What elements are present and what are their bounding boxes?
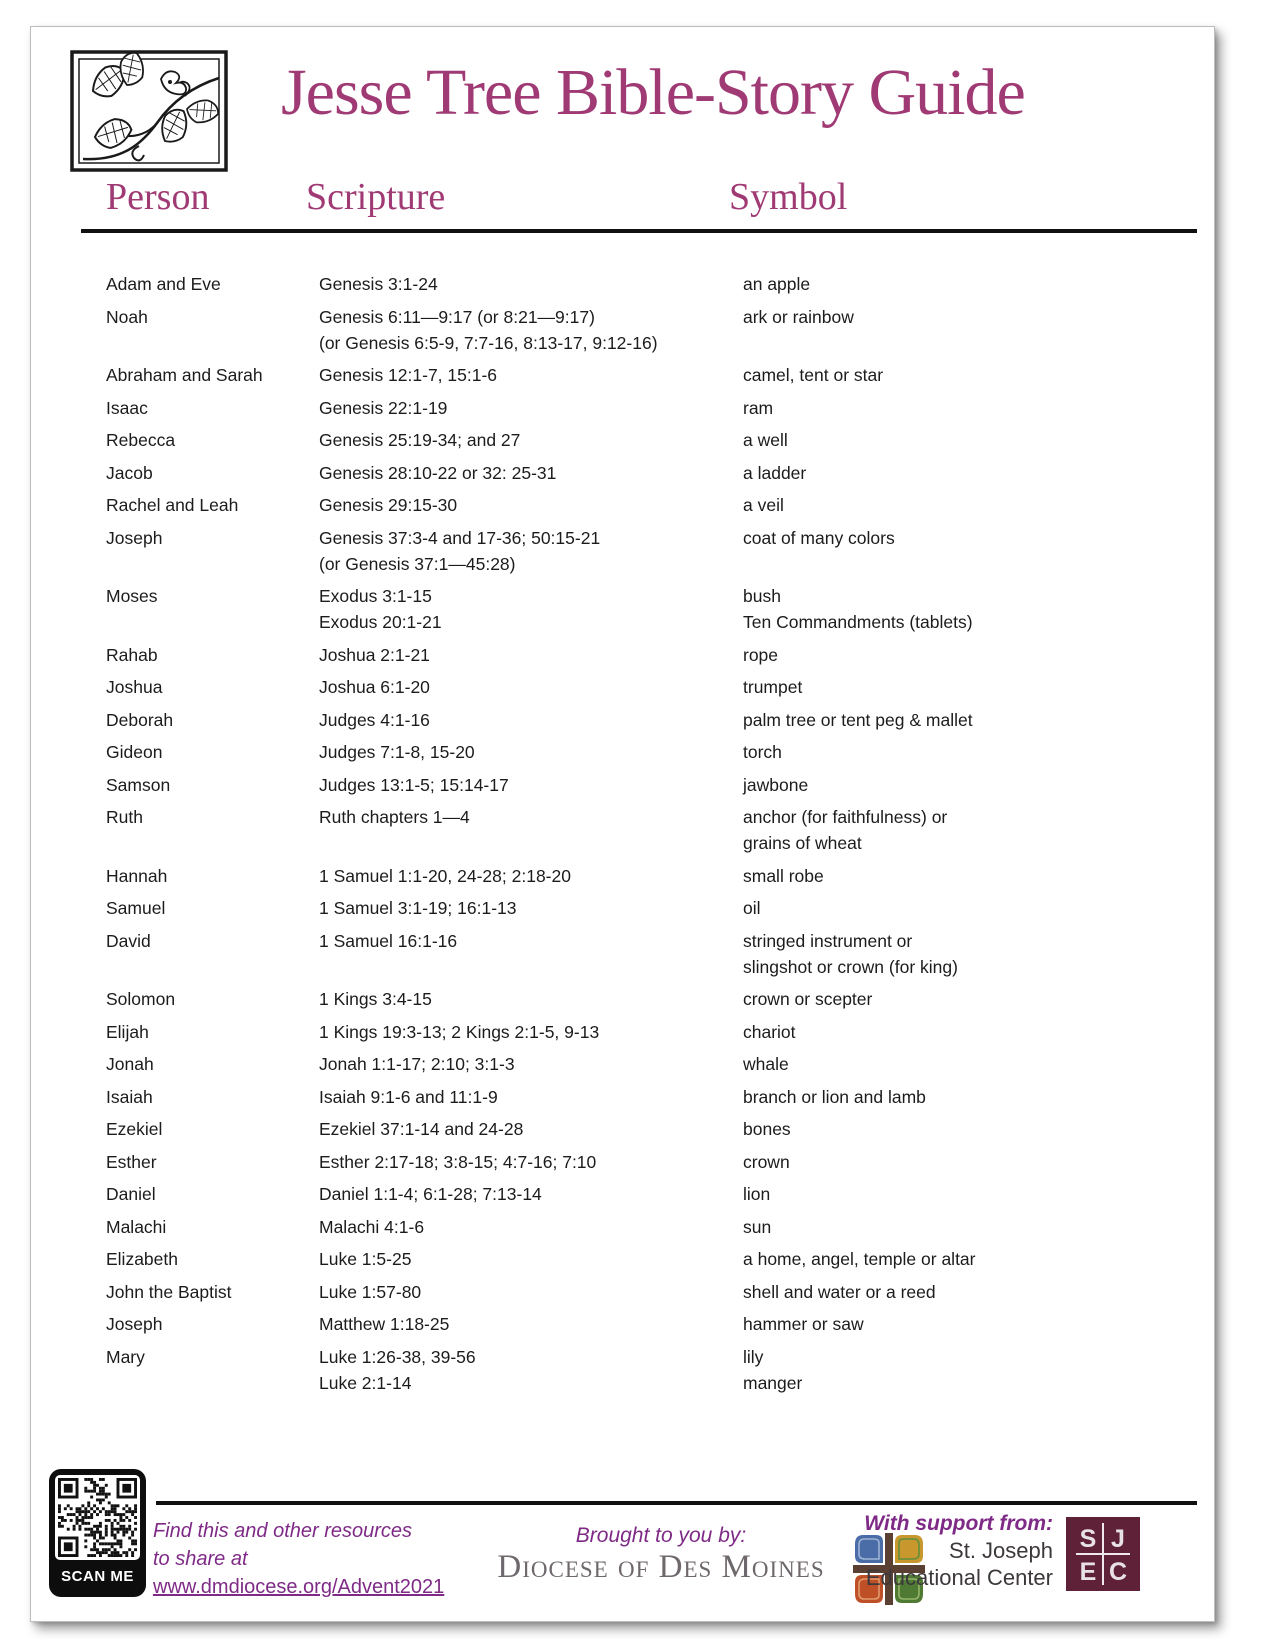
person-cell bbox=[106, 804, 319, 856]
supporter-name-line1: St. Joseph bbox=[949, 1538, 1053, 1563]
vine-woodcut-icon bbox=[69, 49, 229, 173]
symbol-line: rope bbox=[743, 644, 779, 665]
table-row bbox=[106, 1311, 1196, 1337]
scripture-line: Malachi 4:1-6 bbox=[319, 1216, 425, 1237]
scripture-cell bbox=[319, 642, 743, 668]
table-row bbox=[106, 674, 1196, 700]
symbol-cell bbox=[743, 1051, 1196, 1077]
table-row bbox=[106, 1214, 1196, 1240]
table-row bbox=[106, 804, 1196, 856]
footer-find-text-line1: Find this and other resources bbox=[153, 1520, 413, 1542]
symbol-cell bbox=[743, 1279, 1196, 1305]
person-cell bbox=[106, 1181, 319, 1207]
scripture-cell bbox=[319, 1246, 743, 1272]
symbol-line: a ladder bbox=[743, 462, 807, 483]
table-row bbox=[106, 1181, 1196, 1207]
symbol-line: crown or scepter bbox=[743, 989, 873, 1009]
symbol-cell bbox=[743, 1019, 1196, 1045]
table-row bbox=[106, 583, 1196, 635]
scripture-line: Exodus 20:1-21 bbox=[319, 612, 442, 632]
symbol-cell bbox=[743, 1311, 1196, 1337]
person-line: Hannah bbox=[106, 865, 168, 886]
advent-resources-link[interactable]: www.dmdiocese.org/Advent2021 bbox=[153, 1576, 445, 1598]
symbol-line: chariot bbox=[743, 1021, 796, 1042]
symbol-line: whale bbox=[743, 1054, 789, 1074]
person-line: Elijah bbox=[106, 1021, 149, 1042]
qr-code-icon bbox=[58, 1478, 137, 1557]
person-cell bbox=[106, 427, 319, 453]
table-row bbox=[106, 895, 1196, 921]
table-row bbox=[106, 271, 1196, 297]
scripture-line: Judges 4:1-16 bbox=[319, 709, 430, 730]
symbol-line: manger bbox=[743, 1372, 803, 1393]
scripture-cell bbox=[319, 1181, 743, 1207]
symbol-line: branch or lion and lamb bbox=[743, 1086, 926, 1107]
person-line: Isaiah bbox=[106, 1086, 153, 1107]
person-cell bbox=[106, 271, 319, 297]
scripture-line: Luke 1:57-80 bbox=[319, 1281, 422, 1302]
scripture-cell bbox=[319, 986, 743, 1012]
symbol-cell bbox=[743, 1246, 1196, 1272]
person-cell bbox=[106, 1279, 319, 1305]
person-line: Rachel and Leah bbox=[106, 495, 239, 515]
person-cell bbox=[106, 395, 319, 421]
person-line: Rebecca bbox=[106, 430, 176, 450]
brought-by-block bbox=[471, 1523, 851, 1585]
person-line: Daniel bbox=[106, 1184, 156, 1204]
symbol-cell bbox=[743, 986, 1196, 1012]
scripture-line: Luke 2:1-14 bbox=[319, 1372, 412, 1393]
scripture-line: Luke 1:5-25 bbox=[319, 1249, 412, 1269]
table-row bbox=[106, 362, 1196, 388]
symbol-line: torch bbox=[743, 742, 782, 762]
symbol-line: anchor (for faithfulness) or bbox=[743, 807, 948, 827]
symbol-line: a well bbox=[743, 430, 788, 450]
person-line: Elizabeth bbox=[106, 1249, 178, 1269]
symbol-cell bbox=[743, 707, 1196, 733]
table-row bbox=[106, 739, 1196, 765]
scripture-cell bbox=[319, 863, 743, 889]
symbol-line: palm tree or tent peg & mallet bbox=[743, 709, 973, 730]
table-row bbox=[106, 1116, 1196, 1142]
symbol-cell bbox=[743, 395, 1196, 421]
person-line: Rahab bbox=[106, 644, 158, 665]
symbol-line: small robe bbox=[743, 865, 824, 886]
with-support-from-label: With support from: bbox=[864, 1512, 1053, 1535]
scripture-line: Isaiah 9:1-6 and 11:1-9 bbox=[319, 1086, 498, 1107]
scripture-cell bbox=[319, 804, 743, 856]
support-block bbox=[864, 1511, 1053, 1591]
person-line: Adam and Eve bbox=[106, 274, 221, 294]
scripture-cell bbox=[319, 427, 743, 453]
scripture-line: Esther 2:17-18; 3:8-15; 4:7-16; 7:10 bbox=[319, 1151, 597, 1172]
person-cell bbox=[106, 583, 319, 635]
scripture-cell bbox=[319, 304, 743, 356]
scripture-cell bbox=[319, 1051, 743, 1077]
symbol-line: stringed instrument or bbox=[743, 930, 913, 951]
column-header-symbol: Symbol bbox=[729, 176, 848, 218]
symbol-cell bbox=[743, 1344, 1196, 1396]
symbol-line: ark or rainbow bbox=[743, 306, 854, 327]
scripture-line: Genesis 29:15-30 bbox=[319, 495, 458, 515]
qr-code bbox=[55, 1475, 140, 1560]
page-title: Jesse Tree Bible-Story Guide bbox=[281, 56, 1025, 129]
scripture-line: Matthew 1:18-25 bbox=[319, 1314, 450, 1334]
person-cell bbox=[106, 928, 319, 980]
symbol-cell bbox=[743, 804, 1196, 856]
scripture-line: Luke 1:26-38, 39-56 bbox=[319, 1346, 476, 1367]
story-table bbox=[106, 271, 1196, 1402]
table-row bbox=[106, 492, 1196, 518]
column-headers bbox=[31, 175, 1214, 225]
scripture-line: Jonah 1:1-17; 2:10; 3:1-3 bbox=[319, 1054, 515, 1074]
scripture-line: Joshua 2:1-21 bbox=[319, 644, 430, 665]
table-row bbox=[106, 1051, 1196, 1077]
qr-scan-block bbox=[49, 1469, 146, 1597]
person-line: Jonah bbox=[106, 1054, 154, 1074]
person-cell bbox=[106, 1311, 319, 1337]
table-row bbox=[106, 1246, 1196, 1272]
symbol-cell bbox=[743, 583, 1196, 635]
scripture-cell bbox=[319, 1279, 743, 1305]
symbol-line: coat of many colors bbox=[743, 527, 895, 548]
table-row bbox=[106, 1019, 1196, 1045]
person-line: Joseph bbox=[106, 527, 163, 548]
symbol-line: shell and water or a reed bbox=[743, 1281, 936, 1302]
symbol-line: camel, tent or star bbox=[743, 365, 884, 385]
sjec-letter-e: E bbox=[1079, 1558, 1097, 1586]
symbol-line: bush bbox=[743, 586, 781, 606]
scripture-line: Genesis 22:1-19 bbox=[319, 397, 448, 418]
scripture-cell bbox=[319, 525, 743, 577]
person-line: Gideon bbox=[106, 742, 163, 762]
footer-divider bbox=[156, 1501, 1197, 1505]
symbol-line: sun bbox=[743, 1216, 772, 1237]
person-line: John the Baptist bbox=[106, 1281, 232, 1302]
table-row bbox=[106, 304, 1196, 356]
scripture-line: Genesis 37:3-4 and 17-36; 50:15-21 bbox=[319, 527, 601, 548]
symbol-cell bbox=[743, 772, 1196, 798]
table-row bbox=[106, 395, 1196, 421]
person-cell bbox=[106, 1019, 319, 1045]
person-line: Isaac bbox=[106, 397, 148, 418]
person-line: Joshua bbox=[106, 677, 163, 697]
person-cell bbox=[106, 1344, 319, 1396]
scripture-line: Judges 7:1-8, 15-20 bbox=[319, 742, 475, 762]
symbol-cell bbox=[743, 1181, 1196, 1207]
symbol-cell bbox=[743, 304, 1196, 356]
scripture-line: Ezekiel 37:1-14 and 24-28 bbox=[319, 1119, 524, 1139]
scripture-cell bbox=[319, 362, 743, 388]
scripture-cell bbox=[319, 460, 743, 486]
symbol-line: ram bbox=[743, 397, 774, 418]
footer-find-text-line2: to share at bbox=[153, 1548, 248, 1570]
person-cell bbox=[106, 642, 319, 668]
symbol-cell bbox=[743, 739, 1196, 765]
table-row bbox=[106, 1149, 1196, 1175]
sjec-monogram-icon bbox=[1066, 1517, 1140, 1591]
symbol-cell bbox=[743, 460, 1196, 486]
symbol-cell bbox=[743, 427, 1196, 453]
sjec-logo bbox=[1066, 1517, 1140, 1591]
scripture-cell bbox=[319, 1149, 743, 1175]
symbol-cell bbox=[743, 525, 1196, 577]
person-cell bbox=[106, 1116, 319, 1142]
scripture-cell bbox=[319, 1311, 743, 1337]
scripture-cell bbox=[319, 772, 743, 798]
scripture-line: Exodus 3:1-15 bbox=[319, 586, 432, 606]
person-cell bbox=[106, 1246, 319, 1272]
symbol-line: lion bbox=[743, 1184, 771, 1204]
symbol-cell bbox=[743, 1116, 1196, 1142]
sjec-letter-j: J bbox=[1111, 1525, 1125, 1553]
scripture-cell bbox=[319, 674, 743, 700]
sjec-letter-c: C bbox=[1108, 1558, 1128, 1586]
diocese-wordmark: Diocese of Des Moines bbox=[497, 1549, 825, 1585]
symbol-cell bbox=[743, 895, 1196, 921]
scripture-cell bbox=[319, 739, 743, 765]
column-header-scripture: Scripture bbox=[306, 176, 446, 218]
scripture-cell bbox=[319, 1019, 743, 1045]
person-cell bbox=[106, 1149, 319, 1175]
person-line: Moses bbox=[106, 586, 158, 606]
person-line: Solomon bbox=[106, 989, 176, 1009]
person-cell bbox=[106, 1214, 319, 1240]
table-row bbox=[106, 1084, 1196, 1110]
scripture-line: Joshua 6:1-20 bbox=[319, 677, 430, 697]
scripture-line: 1 Kings 3:4-15 bbox=[319, 989, 432, 1009]
person-cell bbox=[106, 304, 319, 356]
person-line: Ruth bbox=[106, 807, 143, 827]
scripture-line: (or Genesis 6:5-9, 7:7-16, 8:13-17, 9:12-16) bbox=[319, 332, 658, 353]
symbol-line: bones bbox=[743, 1119, 791, 1139]
scripture-line: 1 Samuel 16:1-16 bbox=[319, 930, 458, 951]
column-header-person: Person bbox=[106, 176, 210, 218]
jesse-tree-ornament bbox=[69, 49, 229, 173]
symbol-cell bbox=[743, 642, 1196, 668]
symbol-cell bbox=[743, 271, 1196, 297]
table-row bbox=[106, 1344, 1196, 1396]
qr-scan-label: SCAN ME bbox=[61, 1568, 134, 1585]
table-row bbox=[106, 863, 1196, 889]
symbol-line: an apple bbox=[743, 274, 811, 294]
person-line: Samuel bbox=[106, 898, 166, 918]
person-cell bbox=[106, 863, 319, 889]
scripture-cell bbox=[319, 1214, 743, 1240]
symbol-line: slingshot or crown (for king) bbox=[743, 956, 958, 977]
person-cell bbox=[106, 1084, 319, 1110]
scripture-line: Genesis 12:1-7, 15:1-6 bbox=[319, 365, 498, 385]
symbol-cell bbox=[743, 362, 1196, 388]
scripture-line: 1 Samuel 1:1-20, 24-28; 2:18-20 bbox=[319, 865, 571, 886]
table-row bbox=[106, 525, 1196, 577]
symbol-line: jawbone bbox=[743, 774, 809, 795]
person-cell bbox=[106, 492, 319, 518]
table-row bbox=[106, 642, 1196, 668]
person-line: Joseph bbox=[106, 1314, 163, 1334]
scripture-line: Genesis 6:11—9:17 (or 8:21—9:17) bbox=[319, 306, 595, 327]
symbol-cell bbox=[743, 928, 1196, 980]
person-cell bbox=[106, 772, 319, 798]
person-cell bbox=[106, 707, 319, 733]
symbol-cell bbox=[743, 674, 1196, 700]
person-line: Esther bbox=[106, 1151, 157, 1172]
scripture-line: (or Genesis 37:1—45:28) bbox=[319, 553, 516, 574]
person-cell bbox=[106, 1051, 319, 1077]
symbol-line: hammer or saw bbox=[743, 1314, 864, 1334]
symbol-line: lily bbox=[743, 1346, 764, 1367]
scripture-cell bbox=[319, 583, 743, 635]
scripture-line: Judges 13:1-5; 15:14-17 bbox=[319, 774, 509, 795]
person-cell bbox=[106, 460, 319, 486]
person-line: Mary bbox=[106, 1346, 145, 1367]
person-line: David bbox=[106, 930, 151, 951]
table-row bbox=[106, 772, 1196, 798]
symbol-cell bbox=[743, 492, 1196, 518]
header-rule bbox=[81, 229, 1197, 233]
sjec-letter-s: S bbox=[1079, 1525, 1097, 1553]
scripture-line: 1 Kings 19:3-13; 2 Kings 2:1-5, 9-13 bbox=[319, 1021, 600, 1042]
footer-resources-block bbox=[153, 1517, 444, 1601]
scripture-cell bbox=[319, 492, 743, 518]
symbol-line: trumpet bbox=[743, 677, 803, 697]
symbol-cell bbox=[743, 1084, 1196, 1110]
symbol-cell bbox=[743, 1149, 1196, 1175]
scripture-line: 1 Samuel 3:1-19; 16:1-13 bbox=[319, 898, 517, 918]
person-cell bbox=[106, 986, 319, 1012]
person-cell bbox=[106, 362, 319, 388]
scripture-cell bbox=[319, 1344, 743, 1396]
scripture-line: Genesis 28:10-22 or 32: 25-31 bbox=[319, 462, 557, 483]
symbol-line: a home, angel, temple or altar bbox=[743, 1249, 976, 1269]
scripture-line: Daniel 1:1-4; 6:1-28; 7:13-14 bbox=[319, 1184, 542, 1204]
table-row bbox=[106, 460, 1196, 486]
person-line: Noah bbox=[106, 306, 148, 327]
table-row bbox=[106, 707, 1196, 733]
scripture-cell bbox=[319, 1116, 743, 1142]
supporter-name-line2: Educational Center bbox=[865, 1565, 1053, 1590]
person-line: Ezekiel bbox=[106, 1119, 163, 1139]
scripture-line: Genesis 25:19-34; and 27 bbox=[319, 430, 521, 450]
person-cell bbox=[106, 739, 319, 765]
page-sheet bbox=[30, 26, 1215, 1622]
person-line: Deborah bbox=[106, 709, 174, 730]
person-cell bbox=[106, 895, 319, 921]
table-row bbox=[106, 427, 1196, 453]
symbol-line: crown bbox=[743, 1151, 790, 1172]
scripture-cell bbox=[319, 271, 743, 297]
person-cell bbox=[106, 674, 319, 700]
symbol-line: grains of wheat bbox=[743, 833, 862, 853]
table-row bbox=[106, 986, 1196, 1012]
scripture-cell bbox=[319, 1084, 743, 1110]
scripture-cell bbox=[319, 928, 743, 980]
person-line: Samson bbox=[106, 774, 171, 795]
table-row bbox=[106, 1279, 1196, 1305]
scripture-line: Ruth chapters 1—4 bbox=[319, 807, 470, 827]
symbol-cell bbox=[743, 863, 1196, 889]
person-line: Malachi bbox=[106, 1216, 167, 1237]
symbol-line: Ten Commandments (tablets) bbox=[743, 612, 973, 632]
scripture-cell bbox=[319, 895, 743, 921]
person-line: Jacob bbox=[106, 462, 153, 483]
symbol-line: a veil bbox=[743, 495, 784, 515]
table-row bbox=[106, 928, 1196, 980]
brought-to-you-by-label: Brought to you by: bbox=[575, 1524, 747, 1547]
symbol-cell bbox=[743, 1214, 1196, 1240]
person-line: Abraham and Sarah bbox=[106, 365, 263, 385]
symbol-line: oil bbox=[743, 898, 761, 918]
scripture-cell bbox=[319, 395, 743, 421]
person-cell bbox=[106, 525, 319, 577]
scripture-cell bbox=[319, 707, 743, 733]
scripture-line: Genesis 3:1-24 bbox=[319, 274, 438, 294]
